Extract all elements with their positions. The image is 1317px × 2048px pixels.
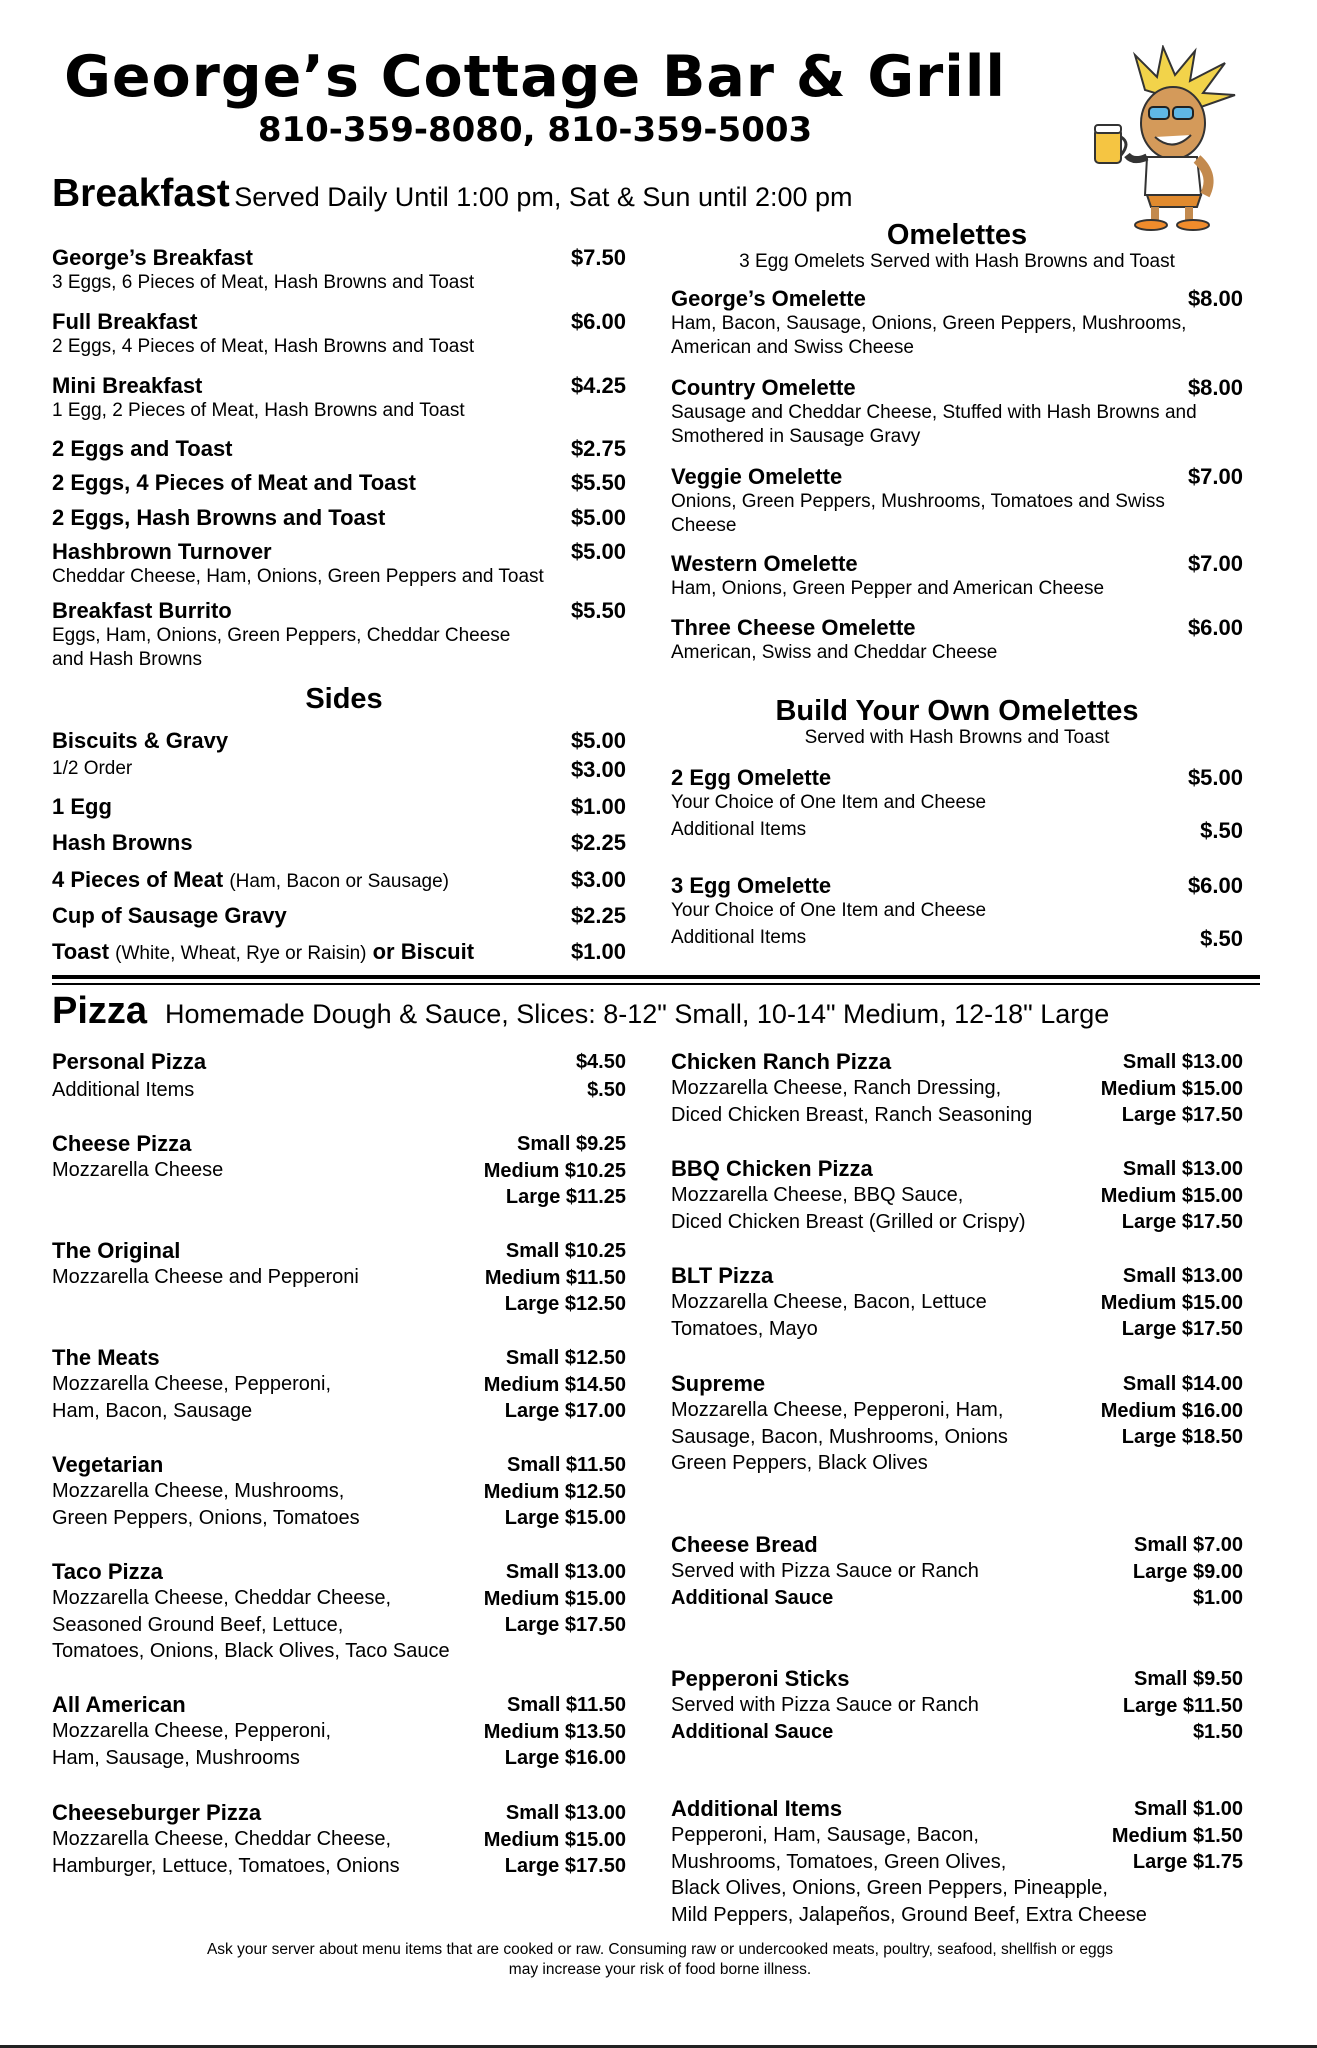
pizza-subtitle: Homemade Dough & Sauce, Slices: 8-12" Small, 10-14" Medium, 12-18" Large [165, 999, 1110, 1029]
pizza-item [671, 1532, 1243, 1611]
omelettes-title: Omelettes [886, 219, 1028, 251]
item-desc: Mozzarella Cheese and Pepperoni [52, 1266, 359, 1288]
price-medium: Medium $11.50 [484, 1266, 626, 1289]
item-name: BLT Pizza [671, 1263, 774, 1288]
price-small: Small $11.50 [507, 1694, 626, 1716]
food-safety-notice [110, 1940, 1210, 1980]
price-large: Large $17.50 [1121, 1318, 1243, 1340]
price-medium: Medium $15.00 [483, 1587, 626, 1610]
item-desc: Pepperoni, Ham, Sausage, Bacon, [671, 1824, 979, 1846]
item-name: Additional Items [671, 927, 807, 948]
item-desc: Ham, Onions, Green Pepper and American Cheese [671, 578, 1105, 599]
item-desc: Additional Sauce [671, 1586, 834, 1609]
item-price: $5.00 [570, 728, 626, 753]
price-small: Small $7.00 [1134, 1534, 1243, 1556]
price-medium: Medium $15.00 [1100, 1291, 1243, 1314]
item-desc: Ham, Bacon, Sausage, Onions, Green Peppers, Mushrooms, [671, 313, 1187, 334]
price-large: Large $17.50 [504, 1614, 626, 1636]
item-desc: Mozzarella Cheese [52, 1159, 224, 1181]
item-desc: Mozzarella Cheese, Cheddar Cheese, [52, 1828, 392, 1850]
item-desc: Sausage and Cheddar Cheese, Stuffed with Hash Browns and [671, 402, 1197, 423]
item-price: $8.00 [1187, 286, 1243, 311]
item-desc: and Hash Browns [52, 649, 202, 670]
item-name: 4 Pieces of Meat [52, 867, 224, 892]
price-small: Small $13.00 [505, 1561, 626, 1583]
item-desc: Diced Chicken Breast, Ranch Seasoning [671, 1103, 1033, 1126]
pizza-item [52, 1049, 626, 1075]
price-large: Large $15.00 [504, 1507, 626, 1529]
price-large: Large $12.50 [504, 1293, 626, 1315]
item-price: $6.00 [570, 309, 626, 334]
item-name: 3 Egg Omelette [671, 873, 832, 898]
price-medium: Medium $12.50 [483, 1480, 626, 1503]
item-name: Supreme [671, 1371, 766, 1396]
price-small: Small $9.25 [517, 1133, 626, 1155]
pizza-item [52, 1238, 626, 1315]
item-desc: Cheddar Cheese, Ham, Onions, Green Peppers and Toast [52, 566, 544, 587]
item-desc: 2 Eggs, 4 Pieces of Meat, Hash Browns and Toast [52, 336, 475, 357]
pizza-item [671, 1796, 1243, 1928]
price-small: Small $13.00 [1122, 1051, 1243, 1073]
item-price: $2.75 [570, 436, 626, 461]
item-desc: Ham, Sausage, Mushrooms [52, 1746, 300, 1769]
price-large: Large $17.00 [504, 1400, 626, 1422]
item-desc: Mozzarella Cheese, Pepperoni, [52, 1373, 332, 1395]
item-name-2: or Biscuit [372, 939, 475, 964]
price-medium: Medium $15.00 [483, 1828, 626, 1851]
item-name: Veggie Omelette [671, 464, 843, 489]
price-large: Large $17.50 [1121, 1211, 1243, 1233]
item-note: (White, Wheat, Rye or Raisin) [115, 943, 367, 964]
item-name: All American [52, 1692, 186, 1717]
item-price: $5.00 [570, 539, 626, 564]
item-name: BBQ Chicken Pizza [671, 1156, 873, 1181]
item-desc: Mozzarella Cheese, Mushrooms, [52, 1480, 345, 1502]
item-desc: Eggs, Ham, Onions, Green Peppers, Cheddar Cheese [52, 625, 511, 646]
item-name: Taco Pizza [52, 1559, 163, 1584]
item-price: $5.00 [1187, 765, 1243, 790]
item-desc: 1 Egg, 2 Pieces of Meat, Hash Browns and Toast [52, 400, 465, 421]
price-large: Large $9.00 [1132, 1560, 1243, 1583]
item-note: (Ham, Bacon or Sausage) [229, 871, 449, 892]
price-small: Small $1.00 [1134, 1798, 1243, 1820]
item-price: $5.50 [570, 470, 626, 495]
item-price: $7.50 [570, 245, 626, 270]
item-desc: Your Choice of One Item and Cheese [671, 792, 987, 813]
build-title: Build Your Own Omelettes [775, 695, 1139, 727]
price-small: Small $11.50 [507, 1454, 626, 1476]
item-desc: Diced Chicken Breast (Grilled or Crispy) [671, 1210, 1026, 1233]
item-desc: Mozzarella Cheese, Cheddar Cheese, [52, 1587, 392, 1609]
item-name: Country Omelette [671, 375, 856, 400]
item-price: $2.25 [570, 830, 626, 855]
item-name: Full Breakfast [52, 309, 198, 334]
pizza-left-column [52, 0, 626, 1900]
item-name: Breakfast Burrito [52, 598, 232, 623]
build-subtitle: Served with Hash Browns and Toast [804, 727, 1110, 748]
item-price: $8.00 [1187, 375, 1243, 400]
pizza-item [52, 1452, 626, 1531]
item-price: $6.00 [1187, 615, 1243, 640]
price-large: Large $17.50 [1121, 1104, 1243, 1126]
item-name: Toast [52, 939, 110, 964]
price-medium: Medium $14.50 [483, 1373, 626, 1396]
item-desc: Mushrooms, Tomatoes, Green Olives, [671, 1850, 1007, 1873]
item-price: $5.00 [570, 505, 626, 530]
item-desc: 3 Eggs, 6 Pieces of Meat, Hash Browns and Toast [52, 272, 475, 293]
item-name: Pepperoni Sticks [671, 1666, 850, 1691]
pizza-right-column [671, 0, 1243, 1930]
item-name: George’s Omelette [671, 286, 866, 311]
price-medium: Medium $15.00 [1100, 1077, 1243, 1100]
item-desc: American, Swiss and Cheddar Cheese [671, 642, 998, 663]
item-name: George’s Breakfast [52, 245, 253, 270]
pizza-item [52, 1131, 626, 1208]
item-desc: Seasoned Ground Beef, Lettuce, [52, 1613, 344, 1636]
item-name: Western Omelette [671, 551, 858, 576]
sides-title: Sides [305, 683, 383, 715]
item-desc: Mozzarella Cheese, Pepperoni, [52, 1720, 332, 1742]
price-sauce: $1.50 [1192, 1721, 1243, 1743]
item-name: Vegetarian [52, 1452, 164, 1477]
price-small: Small $13.00 [505, 1802, 626, 1824]
item-name: Three Cheese Omelette [671, 615, 916, 640]
price-large: Large $18.50 [1121, 1426, 1243, 1448]
item-name: 2 Eggs, 4 Pieces of Meat and Toast [52, 470, 416, 495]
item-price: $3.00 [570, 867, 626, 892]
item-desc: Mozzarella Cheese, BBQ Sauce, [671, 1184, 964, 1206]
item-name: 1 Egg [52, 794, 112, 819]
item-name: Biscuits & Gravy [52, 728, 229, 753]
price-small: Small $14.00 [1122, 1373, 1243, 1395]
item-desc: American and Swiss Cheese [671, 337, 914, 358]
pizza-item [671, 1666, 1243, 1745]
item-name: The Meats [52, 1345, 160, 1370]
item-name: Hashbrown Turnover [52, 539, 272, 564]
item-desc: Mozzarella Cheese, Pepperoni, Ham, [671, 1399, 1004, 1421]
item-price: $5.50 [570, 598, 626, 623]
pizza-item [671, 1263, 1243, 1342]
item-name: Additional Items [671, 1796, 843, 1821]
item-name: 2 Eggs and Toast [52, 436, 233, 461]
pizza-item [52, 1559, 626, 1665]
item-price: $1.00 [570, 794, 626, 819]
item-price: $.50 [1200, 926, 1243, 951]
item-desc: Green Peppers, Onions, Tomatoes [52, 1506, 360, 1529]
item-desc: Tomatoes, Mayo [671, 1317, 818, 1340]
item-name: Cheese Bread [671, 1532, 818, 1557]
item-name: 2 Egg Omelette [671, 765, 832, 790]
price-medium: Medium $16.00 [1100, 1399, 1243, 1422]
item-desc: Sausage, Bacon, Mushrooms, Onions [671, 1425, 1008, 1448]
item-desc: Tomatoes, Onions, Black Olives, Taco Sauce [52, 1640, 450, 1662]
item-name: Chicken Ranch Pizza [671, 1049, 892, 1074]
item-desc: Served with Pizza Sauce or Ranch [671, 1560, 979, 1582]
pizza-item [671, 1156, 1243, 1235]
omelettes-subtitle: 3 Egg Omelets Served with Hash Browns and Toast [739, 251, 1175, 272]
item-desc: Ham, Bacon, Sausage [52, 1399, 253, 1422]
price-small: Small $10.25 [505, 1240, 626, 1262]
price-small: Small $9.50 [1134, 1668, 1243, 1690]
price-large: Large $17.50 [504, 1855, 626, 1877]
item-name: 1/2 Order [52, 758, 133, 779]
notice-line: Ask your server about menu items that are cooked or raw. Consuming raw or undercooked meats, poultry, seafood, shellfish or eggs [206, 1941, 1114, 1958]
price-large: Large $16.00 [504, 1747, 626, 1769]
item-desc: Onions, Green Peppers, Mushrooms, Tomatoes and Swiss [671, 491, 1165, 512]
price-small: Small $13.00 [1122, 1265, 1243, 1287]
item-desc: Additional Items [52, 1079, 195, 1101]
item-name: Additional Items [671, 819, 807, 840]
item-name: Hash Browns [52, 830, 193, 855]
price-medium: Medium $13.50 [483, 1720, 626, 1743]
item-desc: Served with Pizza Sauce or Ranch [671, 1694, 979, 1716]
notice-line: may increase your risk of food borne illness. [508, 1961, 812, 1978]
item-desc: Additional Sauce [671, 1720, 834, 1743]
price-small: Small $12.50 [505, 1347, 626, 1369]
item-price: $7.00 [1187, 464, 1243, 489]
pizza-item [671, 1049, 1243, 1128]
pizza-item [671, 1371, 1243, 1477]
item-name: Personal Pizza [52, 1049, 207, 1074]
item-price: $.50 [587, 1079, 626, 1101]
pizza-item [52, 1345, 626, 1424]
pizza-item [52, 1077, 626, 1104]
item-name: Cheeseburger Pizza [52, 1800, 262, 1825]
price-large: Large $11.50 [1122, 1694, 1243, 1717]
price-large: Large $11.25 [505, 1186, 626, 1208]
item-name: The Original [52, 1238, 181, 1263]
price-medium: Medium $10.25 [483, 1159, 626, 1182]
item-desc: Mozzarella Cheese, Bacon, Lettuce [671, 1291, 987, 1313]
price-large: Large $1.75 [1132, 1851, 1243, 1873]
price-small: Small $13.00 [1122, 1158, 1243, 1180]
item-name: Cheese Pizza [52, 1131, 192, 1156]
item-price: $2.25 [570, 903, 626, 928]
item-price: $.50 [1200, 818, 1243, 843]
item-desc: Cheese [671, 515, 737, 536]
price-medium: Medium $1.50 [1111, 1824, 1243, 1847]
item-price: $3.00 [570, 757, 626, 782]
restaurant-title: George’s Cottage Bar & Grill [64, 44, 1006, 110]
item-desc: Mozzarella Cheese, Ranch Dressing, [671, 1077, 1002, 1099]
item-name: Cup of Sausage Gravy [52, 903, 287, 928]
pizza-item [52, 1800, 626, 1879]
price-sauce: $1.00 [1192, 1587, 1243, 1609]
phone-numbers: 810-359-8080, 810-359-5003 [257, 110, 813, 150]
item-price: $4.50 [575, 1051, 626, 1073]
item-price: $1.00 [570, 939, 626, 964]
item-desc: Hamburger, Lettuce, Tomatoes, Onions [52, 1854, 400, 1877]
item-desc: Green Peppers, Black Olives [671, 1452, 928, 1474]
item-desc: Smothered in Sausage Gravy [671, 426, 921, 447]
price-medium: Medium $15.00 [1100, 1184, 1243, 1207]
item-price: $7.00 [1187, 551, 1243, 576]
breakfast-subtitle: Served Daily Until 1:00 pm, Sat & Sun until 2:00 pm [234, 182, 853, 212]
item-price: $4.25 [570, 373, 626, 398]
pizza-item [52, 1692, 626, 1771]
item-desc: Mild Peppers, Jalapeños, Ground Beef, Extra Cheese [671, 1903, 1147, 1926]
item-desc: Black Olives, Onions, Green Peppers, Pineapple, [671, 1877, 1108, 1899]
item-desc: Your Choice of One Item and Cheese [671, 900, 987, 921]
breakfast-title: Breakfast [52, 172, 230, 215]
item-name: 2 Eggs, Hash Browns and Toast [52, 505, 386, 530]
pizza-title: Pizza [52, 990, 148, 1032]
item-name: Mini Breakfast [52, 373, 203, 398]
item-price: $6.00 [1187, 873, 1243, 898]
